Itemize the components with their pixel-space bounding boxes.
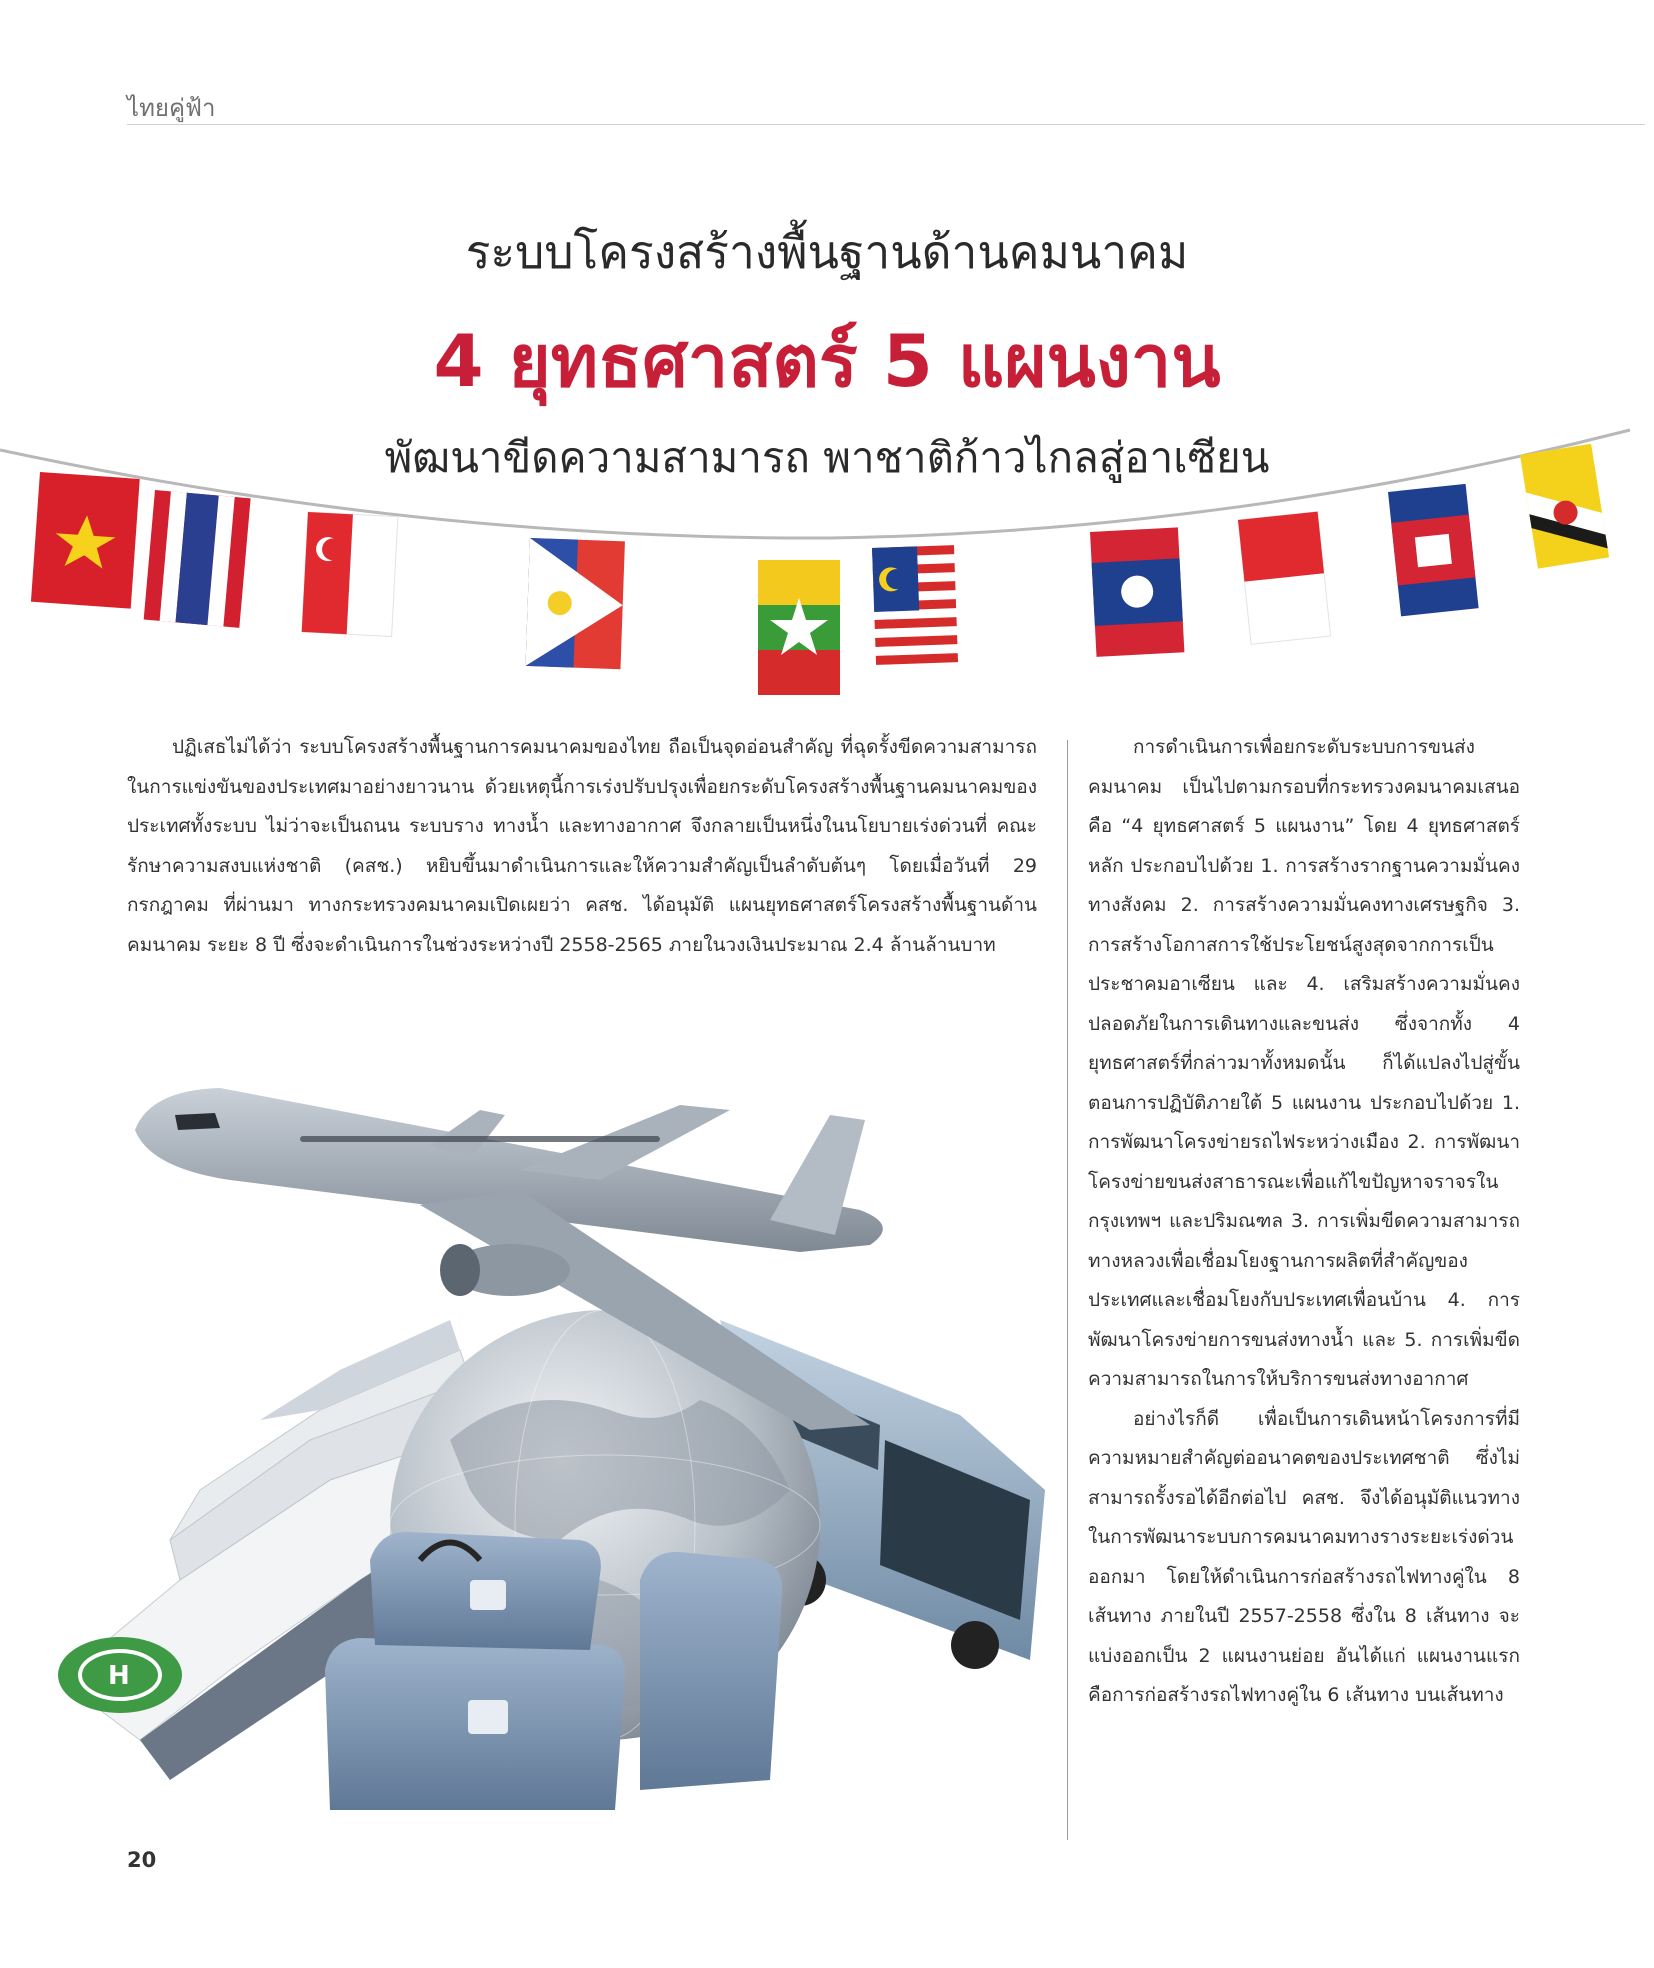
title-line-2: 4 ยุทธศาสตร์ 5 แผนงาน [433,319,1221,403]
transport-illustration [0,1020,1060,1840]
right-column [1088,728,1520,1716]
laos-flag-icon [1090,527,1184,656]
railway-paragraph: อย่างไรก็ดี เพื่อเป็นการเดินหน้าโครงการที่มีความหมายสำคัญต่ออนาคตของประเทศชาติ ซึ่งไม่สามารถรั้งรอได้อีกต่อไป คสช. จึงได้อนุมัติแนวทางในการพัฒนาระบบการคมนาคมทางรางระยะเร่งด่วนออกมา โดยให้ดำเนินการก่อสร้างรถไฟทางคู่ใน 8 เส้นทาง ภายในปี 2557-2558 ซึ่งใน 8 เส้นทาง จะแบ่งออกเป็น 2 แผนงานย่อย อันได้แก่ แผนงานแรก คือการก่อสร้างรถไฟทางคู่ใน 6 เส้นทาง บนเส้นทาง [1088,1407,1520,1706]
strategy-paragraph: การดำเนินการเพื่อยกระดับระบบการขนส่งคมนาคม เป็นไปตามกรอบที่กระทรวงคมนาคมเสนอคือ “4 ยุทธศาสตร์ 5 แผนงาน” โดย 4 ยุทธศาสตร์หลัก ประกอบไปด้วย 1. การสร้างรากฐานความมั่นคงทางสังคม 2. การสร้างความมั่นคงทางเศรษฐกิจ 3. การสร้างโอกาสการใช้ประโยชน์สูงสุดจากการเป็นประชาคมอาเซียน และ 4. เสริมสร้างความมั่นคงปลอดภัยในการเดินทางและขนส่ง ซึ่งจากทั้ง 4 ยุทธศาสตร์ที่กล่าวมาทั้งหมดนั้น ก็ได้แปลงไปสู่ขั้นตอนการปฏิบัติภายใต้ 5 แผนงาน ประกอบไปด้วย 1. การพัฒนาโครงข่ายรถไฟระหว่างเมือง 2. การพัฒนาโครงข่ายขนส่งสาธารณะเพื่อแก้ไขปัญหาจราจรในกรุงเทพฯ และปริมณฑล 3. การเพิ่มขีดความสามารถทางหลวงเพื่อเชื่อมโยงฐานการผลิตที่สำคัญของประเทศและเชื่อมโยงกับประเทศเพื่อนบ้าน 4. การพัฒนาโครงข่ายการขนส่งทางน้ำ และ 5. การเพิ่มขีดความสามารถในการให้บริการขนส่งทางอากาศ [1088,736,1520,1390]
title-line-1: ระบบโครงสร้างพื้นฐานด้านคมนาคม [465,225,1189,279]
header-rule [127,124,1645,125]
vietnam-flag-icon [31,472,140,609]
philippines-flag-icon [526,538,625,669]
brunei-flag-icon [1520,444,1609,569]
section-label: ไทยคู่ฟ้า [127,94,216,122]
title-line-3: พัฒนาขีดความสามารถ พาชาติก้าวไกลสู่อาเซียน [384,433,1270,482]
svg-text:H: H [108,1661,130,1691]
asean-flag-bunting [0,420,1654,700]
intro-paragraph: ปฏิเสธไม่ได้ว่า ระบบโครงสร้างพื้นฐานการคมนาคมของไทย ถือเป็นจุดอ่อนสำคัญ ที่ฉุดรั้งขีดความสามารถในการแข่งขันของประเทศมาอย่างยาวนาน ด้วยเหตุนี้การเร่งปรับปรุงเพื่อยกระดับโครงสร้างพื้นฐานคมนาคมของประเทศทั้งระบบ ไม่ว่าจะเป็นถนน ระบบราง ทางน้ำ และทางอากาศ จึงกลายเป็นหนึ่งในนโยบายเร่งด่วนที่ คณะรักษาความสงบแห่งชาติ (คสช.) หยิบขึ้นมาดำเนินการและให้ความสำคัญเป็นลำดับต้นๆ โดยเมื่อวันที่ 29 กรกฎาคม ที่ผ่านมา ทางกระทรวงคมนาคมเปิดเผยว่า คสช. ได้อนุมัติ แผนยุทธศาสตร์โครงสร้างพื้นฐานด้านคมนาคม ระยะ 8 ปี ซึ่งจะดำเนินการในช่วงระหว่างปี 2558-2565 ภายในวงเงินประมาณ 2.4 ล้านล้านบาท [127,736,1037,956]
indonesia-flag-icon [1238,512,1331,645]
singapore-flag-icon [302,512,398,637]
thailand-flag-icon [144,490,251,628]
column-divider [1067,740,1068,1840]
luggage-icon [325,1532,782,1810]
page-number: 20 [127,1848,157,1872]
malaysia-flag-icon [872,545,958,676]
myanmar-flag-icon [758,560,840,695]
cambodia-flag-icon [1388,484,1479,616]
